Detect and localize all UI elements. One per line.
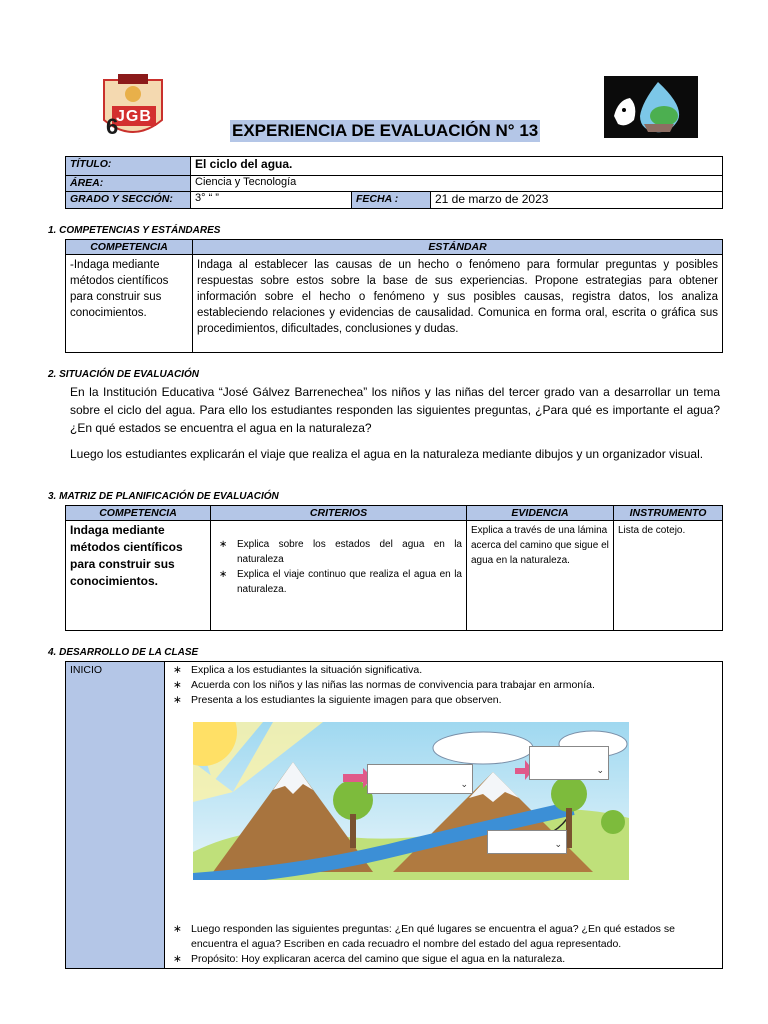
desarrollo-table	[65, 661, 723, 969]
page-title: EXPERIENCIA DE EVALUACIÓN N° 13	[232, 121, 539, 140]
inicio-label: INICIO	[66, 662, 165, 969]
col-competencia: COMPETENCIA	[66, 240, 193, 255]
list-item: ∗ Explica el viaje continuo que realiza el agua en la naturaleza.	[215, 567, 462, 597]
competencias-table	[65, 239, 723, 353]
grado-label: GRADO Y SECCIÓN:	[66, 192, 191, 209]
section-2-heading: 2. SITUACIÓN DE EVALUACIÓN	[48, 369, 199, 380]
estandar-text: Indaga al establecer las causas de un hecho o fenómeno para formular preguntas y posibles respuestas sobre estos sobre la base de sus experiencias. Propone estrategias para obtener información sobre el hecho o fenómeno y sus posibles causas, registra datos, los analiza estableciendo relaciones y evidencias de causalidad. Comunica en forma oral, escrita o gráfica sus procedimientos, dificultades, conclusiones y dudas.	[193, 255, 723, 353]
inicio-list-bottom	[169, 922, 718, 967]
school-logo	[96, 70, 170, 144]
inicio-list-top	[169, 663, 718, 708]
criterios-list	[215, 537, 462, 597]
planificacion-table	[65, 505, 723, 631]
state-answer-box-2[interactable]	[529, 746, 609, 780]
list-item: ∗ Explica a los estudiantes la situación significativa.	[169, 663, 718, 678]
col-criterios: CRITERIOS	[211, 506, 467, 521]
col-evidencia: EVIDENCIA	[467, 506, 614, 521]
water-cycle-logo	[604, 76, 698, 138]
state-answer-box-3[interactable]	[487, 830, 567, 854]
section-4-heading: 4. DESARROLLO DE LA CLASE	[48, 647, 199, 658]
titulo-value: El ciclo del agua.	[191, 157, 723, 176]
logo-lettering: JGB	[116, 108, 152, 125]
situacion-paragraph-2: Luego los estudiantes explicarán el viaje que realiza el agua en la naturaleza mediante dibujos y un organizador visual.	[70, 447, 704, 461]
area-label: ÁREA:	[66, 176, 191, 192]
competencia-2-text: Indaga mediante métodos científicos para construir sus conocimientos.	[66, 521, 211, 631]
list-item: ∗ Presenta a los estudiantes la siguiente imagen para que observen.	[169, 693, 718, 708]
situacion-paragraph-1: En la Institución Educativa “José Gálvez Barrenechea” los niños y las niñas del tercer grado van a desarrollar un tema sobre el ciclo del agua. Para ello los estudiantes responden las siguientes preguntas, ¿Para qué es importante el agua? ¿En qué estados se encuentra el agua en la naturaleza?	[70, 385, 720, 435]
chevron-down-icon: ⌄	[596, 765, 604, 775]
chevron-down-icon: ⌄	[460, 779, 468, 789]
section-3-heading: 3. MATRIZ DE PLANIFICACIÓN DE EVALUACIÓN	[48, 491, 279, 502]
area-value: Ciencia y Tecnología	[191, 176, 723, 192]
list-item: ∗ Propósito: Hoy explicaran acerca del camino que sigue el agua en la naturaleza.	[169, 952, 718, 967]
fecha-label: FECHA :	[352, 192, 431, 209]
list-item: ∗ Acuerda con los niños y las niñas las normas de convivencia para trabajar en armonía.	[169, 678, 718, 693]
competencia-text: -Indaga mediante métodos científicos para construir sus conocimientos.	[66, 255, 193, 353]
grado-value: 3° “ ”	[191, 192, 352, 209]
svg-text:6: 6	[106, 114, 119, 139]
titulo-label: TÍTULO:	[66, 157, 191, 176]
section-1-heading: 1. COMPETENCIAS Y ESTÁNDARES	[48, 225, 221, 236]
list-item: ∗ Explica sobre los estados del agua en la naturaleza	[215, 537, 462, 567]
water-cycle-illustration	[193, 722, 629, 880]
info-table	[65, 156, 723, 209]
col-estandar: ESTÁNDAR	[193, 240, 723, 255]
col-instrumento: INSTRUMENTO	[614, 506, 723, 521]
evidencia-text: Explica a través de una lámina acerca del camino que sigue el agua en la naturaleza.	[467, 521, 614, 631]
chevron-down-icon: ⌄	[554, 839, 562, 849]
state-answer-box-1[interactable]	[367, 764, 473, 794]
instrumento-text: Lista de cotejo.	[614, 521, 723, 631]
list-item: ∗ Luego responden las siguientes preguntas: ¿En qué lugares se encuentra el agua? ¿En qué estados se encuentra el agua? Escriben en cada recuadro el nombre del estado del agua representado.	[169, 922, 718, 952]
col-competencia-2: COMPETENCIA	[66, 506, 211, 521]
fecha-value: 21 de marzo de 2023	[431, 192, 723, 209]
